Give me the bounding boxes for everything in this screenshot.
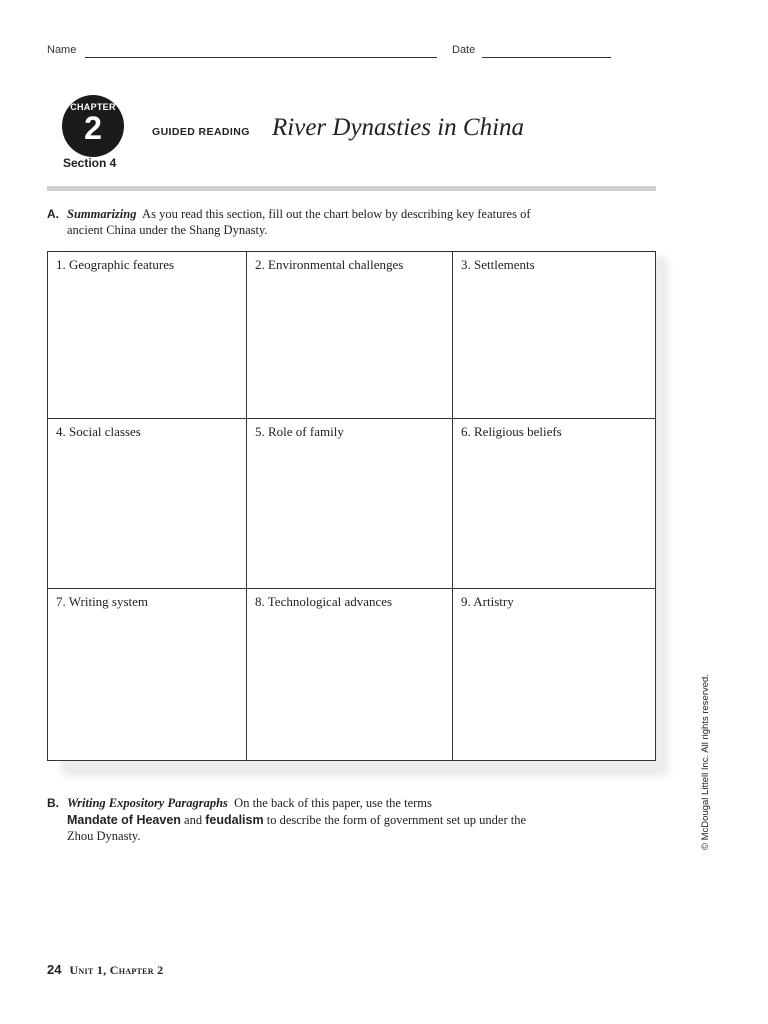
part-a-letter: A. [47,207,59,221]
chapter-badge [62,95,124,157]
header-rule [47,186,656,191]
part-a-skill: Summarizing [67,207,137,221]
date-label: Date [452,44,476,56]
copyright-notice: © McDougal Littell Inc. All rights reserved. [700,674,711,850]
section-label: Section 4 [63,156,117,170]
chart-cell-social-classes[interactable]: 4. Social classes [56,424,141,439]
chart-cell-artistry[interactable]: 9. Artistry [461,594,514,609]
part-a-text: As you read this section, fill out the chart below by describing key features of ancient China under the Shang Dynasty. [67,207,531,237]
chart-cell-technological-advances[interactable]: 8. Technological advances [255,594,393,609]
chart-cell-religious-beliefs[interactable]: 6. Religious beliefs [461,424,562,439]
chart-cell-environmental-challenges[interactable]: 2. Environmental challenges [255,257,404,272]
summary-chart [47,251,656,761]
name-label: Name [47,44,77,56]
chart-cell-settlements[interactable]: 3. Settlements [461,257,535,272]
page-title: River Dynasties in China [272,114,525,141]
part-b-letter: B. [47,796,59,810]
part-b-skill: Writing Expository Paragraphs [67,796,228,810]
guided-reading-kicker: GUIDED READING [152,126,250,138]
part-b-and: and [184,812,203,827]
chart-cell-writing-system[interactable]: 7. Writing system [56,594,149,609]
part-b-text-2: to describe the form of government set up under the Zhou Dynasty. [67,812,527,843]
name-field[interactable] [85,57,437,58]
part-a-instructions [47,206,547,238]
term-mandate-of-heaven: Mandate of Heaven [67,812,181,827]
chapter-word: CHAPTER [70,102,116,112]
part-b-text-1: On the back of this paper, use the terms [234,796,432,810]
chapter-number: 2 [84,110,102,146]
page-number: 24 [47,962,62,977]
chart-cell-role-of-family[interactable]: 5. Role of family [255,424,344,439]
page-footer [47,962,163,978]
date-field[interactable] [482,57,611,58]
chart-cell-geographic-features[interactable]: 1. Geographic features [56,257,175,272]
term-feudalism: feudalism [205,812,264,827]
unit-chapter-label: Unit 1, Chapter 2 [69,963,164,977]
part-b-instructions [47,795,547,845]
